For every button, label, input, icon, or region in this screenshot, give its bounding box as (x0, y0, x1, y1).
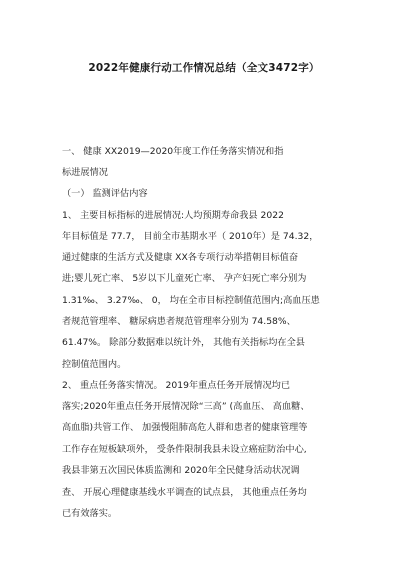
paragraph-line: 控制值范围内。 (62, 359, 127, 370)
document-title: 2022年健康行动工作情况总结（全文3472字） (88, 62, 320, 74)
paragraph-line: 者规范管理率、 糖尿病患者规范管理率分别为 74.58%、 (62, 316, 296, 327)
paragraph-line: 落实;2020年重点任务开展情况除“三高” (高血压、 高血糖、 (62, 401, 310, 412)
paragraph-line: 1、 主要目标指标的进展情况:人均预期寿命我县 2022 (62, 210, 284, 221)
paragraph-line: 我县非第五次国民体质监测和 2020年全民健身活动状况调 (62, 465, 300, 476)
paragraph-line: 工作存在短板缺项外， 受条件限制我县未设立癌症防治中心, (62, 444, 307, 455)
paragraph-line: 61.47%。 除部分数据难以统计外， 其他有关指标均在全县 (62, 337, 305, 348)
paragraph-line: 通过健康的生活方式及健康 XX各专项行动举措朝目标值奋 (62, 252, 299, 263)
paragraph-line: 已有效落实。 (62, 508, 118, 519)
paragraph-line: 进;婴儿死亡率、 5岁以下儿童死亡率、 孕产妇死亡率分别为 (62, 273, 307, 284)
paragraph-line: 1.31‰、 3.27‰、 0， 均在全市目标控制值范围内;高血压患 (62, 295, 320, 306)
paragraph-line: 高血脂)共管工作、 加强慢阻肺高危人群和患者的健康管理等 (62, 422, 308, 433)
subsection-heading: （一） 监测评估内容 (62, 188, 148, 199)
section-heading-line-1: 一、 健康 XX2019—2020年度工作任务落实情况和指 (62, 146, 284, 157)
paragraph-line: 查、 开展心理健康基线水平调查的试点县， 其他重点任务均 (62, 487, 307, 498)
paragraph-line: 2、 重点任务落实情况。 2019年重点任务开展情况均已 (62, 380, 291, 391)
paragraph-line: 年目标值是 77.7， 目前全市基期水平（ 2010年）是 74.32， (62, 231, 319, 242)
section-heading-line-2: 标进展情况 (62, 167, 108, 178)
